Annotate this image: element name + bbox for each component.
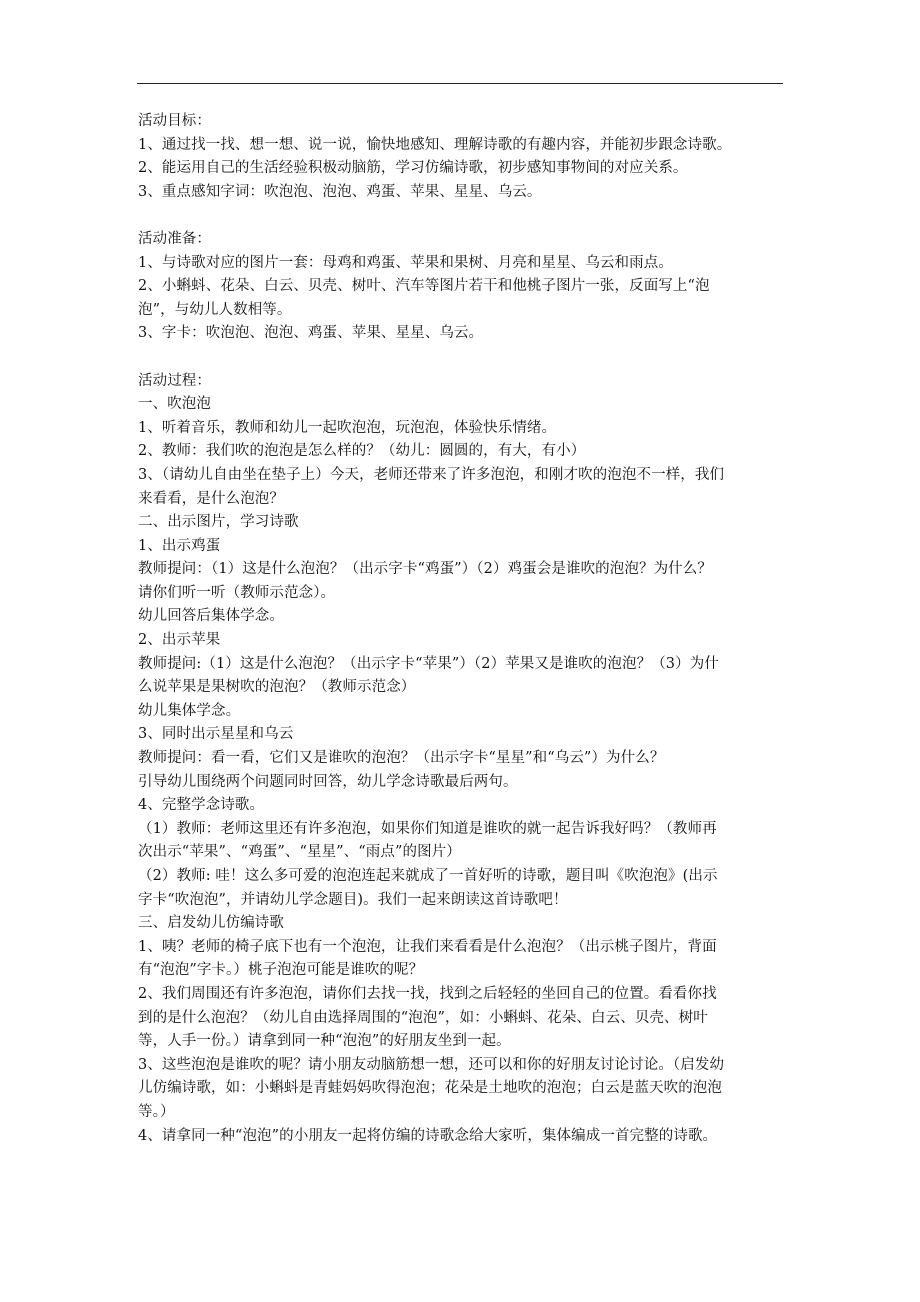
text-line: 么说苹果是果树吹的泡泡？（教师示范念） (138, 679, 416, 696)
document-body (138, 110, 788, 1148)
section-goals (138, 110, 788, 204)
section-heading: 活动目标： (138, 113, 211, 129)
text-line: 4、请拿同一种“泡泡”的小朋友一起将仿编的诗歌念给大家听，集体编成一首完整的诗歌。 (138, 1127, 718, 1144)
text-line: 3、字卡：吹泡泡、泡泡、鸡蛋、苹果、星星、乌云。 (138, 325, 484, 342)
text-line: 教师提问：（1）这是什么泡泡？（出示字卡“鸡蛋”）（2）鸡蛋会是谁吹的泡泡？为什么？ (138, 561, 712, 578)
text-line: 2、教师：我们吹的泡泡是怎么样的？（幼儿：圆圆的，有大，有小） (138, 443, 586, 460)
text-line: 幼儿回答后集体学念。 (138, 608, 284, 625)
text-line: 等。） (138, 1103, 175, 1120)
text-line: 一、吹泡泡 (138, 396, 211, 413)
text-line: 字卡“吹泡泡”，并请幼儿学念题目)。我们一起来朗读这首诗歌吧！ (138, 891, 568, 908)
text-line: 教师提问：看一看，它们又是谁吹的泡泡？（出示字卡“星星”和“乌云”）为什么？ (138, 750, 665, 767)
text-line: 引导幼儿围绕两个问题同时回答，幼儿学念诗歌最后两句。 (138, 773, 518, 790)
text-line: （2）教师: 哇！这么多可爱的泡泡连起来就成了一首好听的诗歌，题目叫《吹泡泡》(出示 (138, 868, 718, 884)
text-line: 1、通过找一找、想一想、说一说，愉快地感知、理解诗歌的有趣内容，并能初步跟念诗歌。 (138, 136, 732, 153)
text-line: 儿仿编诗歌，如：小蝌蚪是青蛙妈妈吹得泡泡；花朵是土地吹的泡泡；白云是蓝天吹的泡泡 (138, 1080, 722, 1097)
text-line: 等，人手一份。）请拿到同一种“泡泡”的好朋友坐到一起。 (138, 1033, 511, 1050)
text-line: 教师提问:（1）这是什么泡泡？（出示字卡“苹果”）（2）苹果又是谁吹的泡泡？（3）为什 (138, 655, 719, 672)
text-line: 三、启发幼儿仿编诗歌 (138, 915, 284, 932)
section-preparation (138, 228, 788, 346)
text-line: 1、咦？老师的椅子底下也有一个泡泡，让我们来看看是什么泡泡？（出示桃子图片，背面 (138, 938, 717, 955)
paragraph-gap (138, 346, 788, 370)
text-line: 4、完整学念诗歌。 (138, 797, 265, 814)
header-rule (137, 83, 783, 84)
text-line: 1、出示鸡蛋 (138, 537, 221, 554)
text-line: 1、听着音乐，教师和幼儿一起吹泡泡，玩泡泡，体验快乐情绪。 (138, 419, 557, 436)
text-line: 2、小蝌蚪、花朵、白云、贝壳、树叶、汽车等图片若干和他桃子图片一张，反面写上“泡 (138, 278, 710, 295)
text-line: 泡”，与幼儿人数相等。 (138, 301, 292, 318)
section-heading: 活动过程： (138, 372, 211, 389)
text-line: 有“泡泡”字卡。）桃子泡泡可能是谁吹的呢？ (138, 962, 424, 979)
text-line: 二、出示图片，学习诗歌 (138, 514, 299, 531)
text-line: 请你们听一听（教师示范念）。 (138, 584, 336, 601)
text-line: 3、同时出示星星和乌云 (138, 726, 294, 743)
text-line: 3、重点感知字词：吹泡泡、泡泡、鸡蛋、苹果、星星、乌云。 (138, 183, 542, 200)
text-line: 次出示“苹果”、“鸡蛋”、“星星”、“雨点”的图片） (138, 844, 461, 861)
paragraph-gap (138, 204, 788, 228)
text-line: 2、我们周围还有许多泡泡，请你们去找一找，找到之后轻轻的坐回自己的位置。看看你找 (138, 985, 717, 1002)
text-line: 到的是什么泡泡？（幼儿自由选择周围的“泡泡”，如：小蝌蚪、花朵、白云、贝壳、树叶 (138, 1009, 708, 1026)
text-line: 来看看，是什么泡泡？ (138, 490, 284, 507)
text-line: 3、（请幼儿自由坐在垫子上）今天，老师还带来了许多泡泡，和刚才吹的泡泡不一样，我们 (138, 466, 725, 483)
text-line: 3、这些泡泡是谁吹的呢？请小朋友动脑筋想一想，还可以和你的好朋友讨论讨论。（启发幼 (138, 1056, 725, 1073)
section-process (138, 370, 788, 1149)
text-line: 1、与诗歌对应的图片一套：母鸡和鸡蛋、苹果和果树、月亮和星星、乌云和雨点。 (138, 254, 673, 271)
text-line: 2、出示苹果 (138, 632, 221, 649)
text-line: （1）教师：老师这里还有许多泡泡，如果你们知道是谁吹的就一起告诉我好吗？（教师再 (138, 820, 717, 837)
section-heading: 活动准备： (138, 230, 211, 247)
text-line: 幼儿集体学念。 (138, 702, 241, 719)
text-line: 2、能运用自己的生活经验积极动脑筋，学习仿编诗歌，初步感知事物间的对应关系。 (138, 160, 688, 177)
